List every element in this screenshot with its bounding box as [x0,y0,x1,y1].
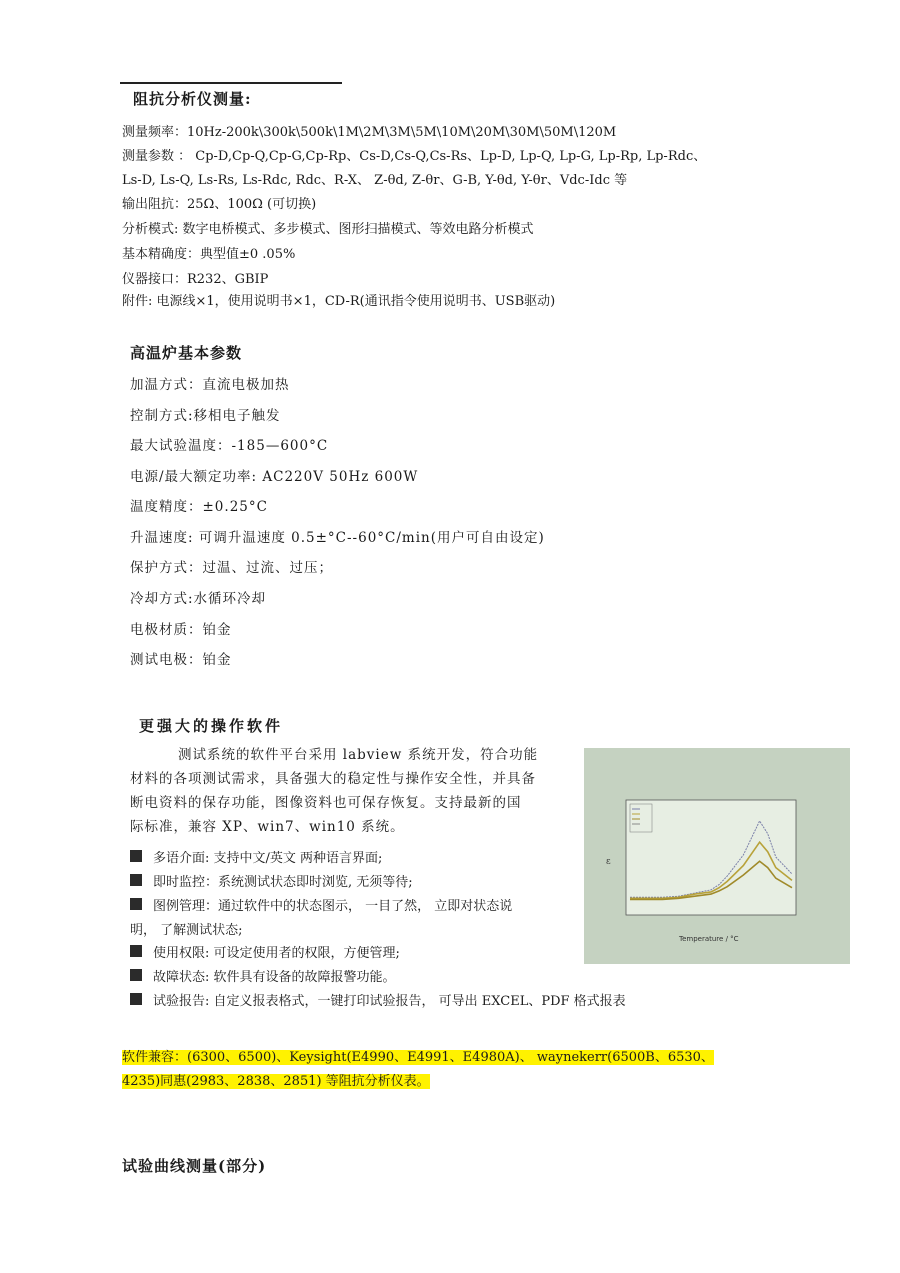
spec-line: 输出阻抗：25Ω、100Ω (可切换) [122,197,317,212]
bullet-square-icon [130,969,142,981]
spec-line: Ls-D, Ls-Q, Ls-Rs, Ls-Rdc, Rdc、R-X、 Z-θd, Z-θr、G-B, Y-θd, Y-θr、Vdc-Idc 等 [122,173,628,188]
param-line: 温度精度：±0.25°C [130,499,268,515]
section-title-software: 更强大的操作软件 [139,717,284,735]
spec-line: 基本精确度：典型值±0 .05% [122,247,296,262]
top-rule [120,82,342,84]
feature-item: 即时监控：系统测试状态即时浏览, 无须等待; [153,875,413,890]
chart-y-label: ε [606,857,611,867]
section-title-curves: 试验曲线测量(部分) [122,1157,267,1175]
paragraph-line: 际标准，兼容 XP、win7、win10 系统。 [130,819,405,835]
feature-item: 使用权限: 可设定使用者的权限，方便管理; [153,946,400,961]
feature-item: 试验报告: 自定义报表格式，一键打印试验报告， 可导出 EXCEL、PDF 格式报表 [153,994,626,1009]
section-title-furnace: 高温炉基本参数 [130,344,243,362]
feature-item: 图例管理：通过软件中的状态图示， 一目了然， 立即对状态说 [153,899,513,914]
param-line: 电源/最大额定功率: AC220V 50Hz 600W [130,469,419,485]
compat-highlight: 4235)同惠(2983、2838、2851) 等阻抗分析仪表。 [122,1074,430,1089]
chart-x-label: Temperature / °C [679,935,739,943]
feature-item-continued: 明， 了解测试状态; [130,923,243,938]
param-line: 最大试验温度：-185—600°C [130,438,329,454]
bullet-square-icon [130,945,142,957]
bullet-square-icon [130,993,142,1005]
spec-line: 分析模式: 数字电桥模式、多步模式、图形扫描模式、等效电路分析模式 [122,222,534,237]
bullet-square-icon [130,874,142,886]
compat-line-2 [122,1070,430,1089]
section-title-impedance: 阻抗分析仪测量: [133,90,252,108]
compat-highlight: 软件兼容：(6300、6500)、Keysight(E4990、E4991、E4980A)、 waynekerr(6500B、6530、 [122,1050,714,1065]
spec-line: 附件: 电源线×1，使用说明书×1，CD-R(通讯指令使用说明书、USB驱动) [122,294,556,309]
paragraph-line: 材料的各项测试需求，具备强大的稳定性与操作安全性，并具备 [130,771,536,787]
paragraph-line: 断电资料的保存功能，图像资料也可保存恢复。支持最新的国 [130,795,522,811]
paragraph-line: 测试系统的软件平台采用 labview 系统开发，符合功能 [178,747,539,763]
param-line: 加温方式：直流电极加热 [130,377,290,393]
param-line: 冷却方式:水循环冷却 [130,591,267,607]
param-line: 测试电极：铂金 [130,652,232,668]
bullet-square-icon [130,850,142,862]
compat-line-1 [122,1046,714,1065]
software-chart-screenshot [584,748,850,964]
spec-line: 仪器接口：R232、GBIP [122,272,269,287]
spec-line: 测量参数 ： Cp-D,Cp-Q,Cp-G,Cp-Rp、Cs-D,Cs-Q,Cs-Rs、Lp-D, Lp-Q, Lp-G, Lp-Rp, Lp-Rdc、 [122,149,707,164]
chart-svg [584,748,850,964]
feature-item: 故障状态: 软件具有设备的故障报警功能。 [153,970,396,985]
feature-item: 多语介面: 支持中文/英文 两种语言界面; [153,851,383,866]
param-line: 电极材质：铂金 [130,622,232,638]
param-line: 升温速度: 可调升温速度 0.5±°C--60°C/min(用户可自由设定) [130,530,545,546]
param-line: 控制方式:移相电子触发 [130,408,281,424]
spec-line: 测量频率：10Hz-200k\300k\500k\1M\2M\3M\5M\10M\20M\30M\50M\120M [122,125,617,140]
bullet-square-icon [130,898,142,910]
param-line: 保护方式：过温、过流、过压； [130,560,333,576]
